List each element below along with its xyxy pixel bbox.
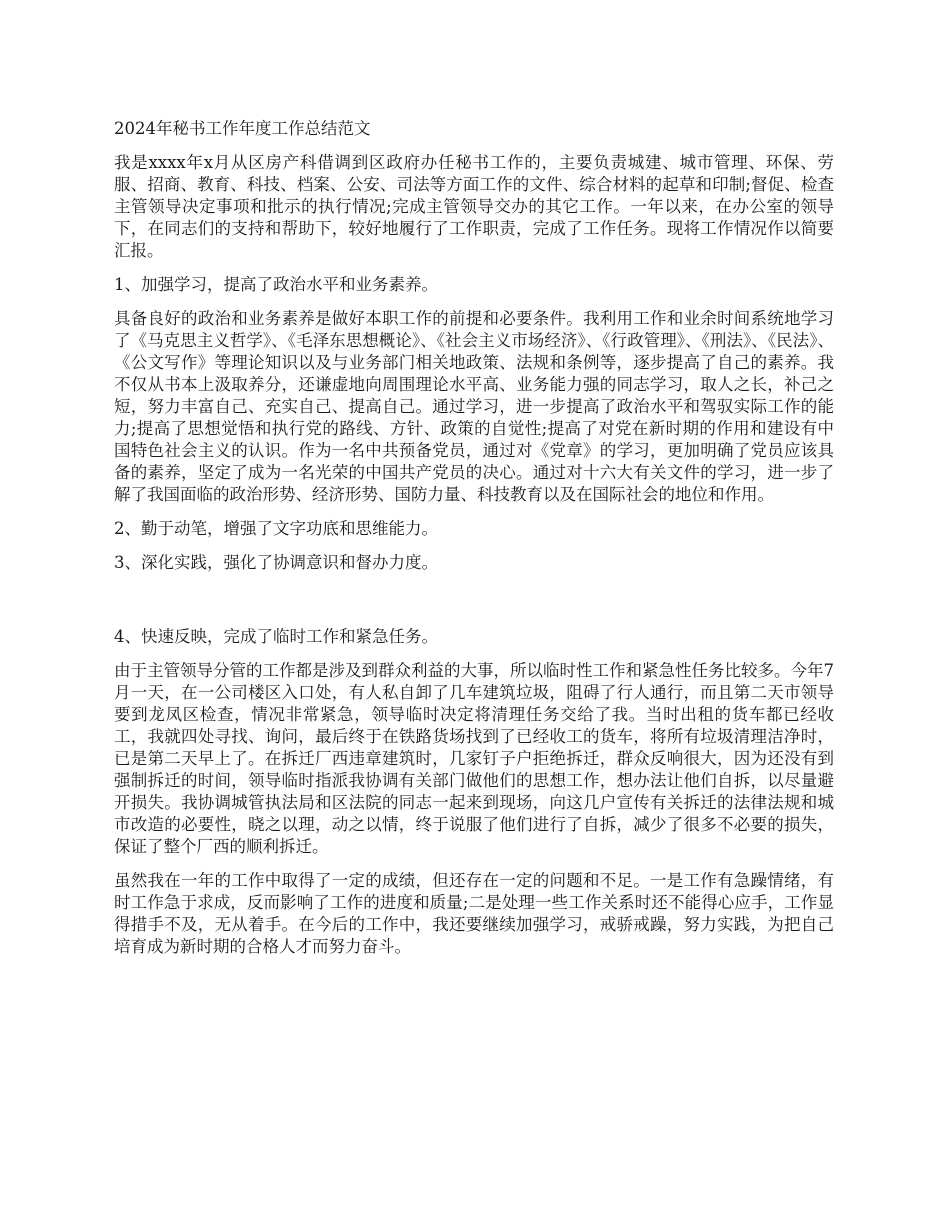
section-2-heading: 2、勤于动笔，增强了文字功底和思维能力。 bbox=[114, 519, 438, 538]
document-title: 2024年秘书工作年度工作总结范文 bbox=[114, 119, 371, 138]
blank-gap bbox=[114, 586, 834, 626]
intro-paragraph: 我是xxxx年x月从区房产科借调到区政府办任秘书工作的，主要负责城建、城市管理、环保、劳服、招商、教育、科技、档案、公安、司法等方面工作的文件、综合材料的起草和印制;督促、检查主管领导决定事项和批示的执行情况;完成主管领导交办的其它工作。一年以来，在办公室的领导下，在同志们的支持和帮助下，较好地履行了工作职责，完成了工作任务。现将工作情况作以简要汇报。 bbox=[114, 153, 834, 260]
section-4-heading: 4、快速反映，完成了临时工作和紧急任务。 bbox=[114, 627, 438, 646]
section-4-paragraph: 由于主管领导分管的工作都是涉及到群众利益的大事，所以临时性工作和紧急性任务比较多。今年7月一天，在一公司楼区入口处，有人私自卸了几车建筑垃圾，阻碍了行人通行，而且第二天市领导要到龙凤区检查，情况非常紧急，领导临时决定将清理任务交给了我。当时出租的货车都已经收工，我就四处寻找、询问，最后终于在铁路货场找到了已经收工的货车，将所有垃圾清理洁净时，已是第二天早上了。在拆迁厂西违章建筑时，几家钉子户拒绝拆迁，群众反响很大，因为还没有到强制拆迁的时间，领导临时指派我协调有关部门做他们的思想工作，想办法让他们自拆，以尽量避开损失。我协调城管执法局和区法院的同志一起来到现场，向这几户宣传有关拆迁的法律法规和城市改造的必要性，晓之以理，动之以情，终于说服了他们进行了自拆，减少了很多不必要的损失，保证了整个厂西的顺利拆迁。 bbox=[114, 661, 834, 856]
section-1-heading: 1、加强学习，提高了政治水平和业务素养。 bbox=[114, 275, 438, 294]
conclusion-paragraph: 虽然我在一年的工作中取得了一定的成绩，但还存在一定的问题和不足。一是工作有急躁情绪，有时工作急于求成，反而影响了工作的进度和质量;二是处理一些工作关系时还不能得心应手，工作显得措手不及，无从着手。在今后的工作中，我还要继续加强学习，戒骄戒躁，努力实践，为把自己培育成为新时期的合格人才而努力奋斗。 bbox=[114, 871, 834, 956]
section-1-paragraph: 具备良好的政治和业务素养是做好本职工作的前提和必要条件。我利用工作和业余时间系统地学习了《马克思主义哲学》、《毛泽东思想概论》、《社会主义市场经济》、《行政管理》、《刑法》、《民法》、《公文写作》等理论知识以及与业务部门相关地政策、法规和条例等，逐步提高了自己的素养。我不仅从书本上汲取养分，还谦虚地向周围理论水平高、业务能力强的同志学习，取人之长，补己之短，努力丰富自己、充实自己、提高自己。通过学习，进一步提高了政治水平和驾驭实际工作的能力;提高了思想觉悟和执行党的路线、方针、政策的自觉性;提高了对党在新时期的作用和建设有中国特色社会主义的认识。作为一名中共预备党员，通过对《党章》的学习，更加明确了党员应该具备的素养，坚定了成为一名光荣的中国共产党员的决心。通过对十六大有关文件的学习，进一步了解了我国面临的政治形势、经济形势、国防力量、科技教育以及在国际社会的地位和作用。 bbox=[114, 309, 834, 504]
section-3-heading: 3、深化实践，强化了协调意识和督办力度。 bbox=[114, 553, 438, 572]
document-body bbox=[114, 118, 834, 970]
